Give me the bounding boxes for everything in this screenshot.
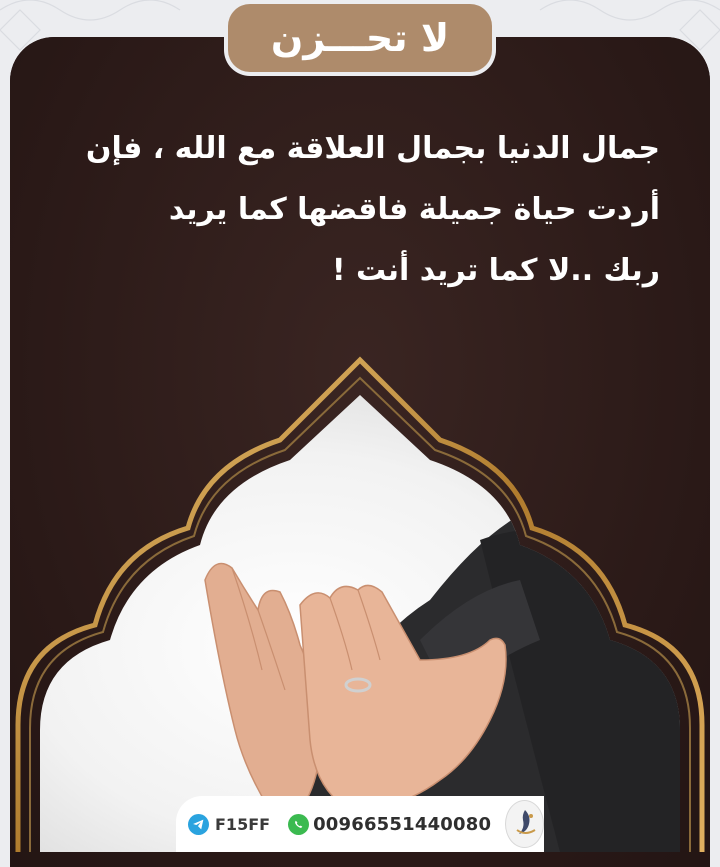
title-badge [228, 4, 492, 72]
telegram-icon [188, 814, 209, 835]
quote-line-3: ربك ..لا كما تريد أنت ! [331, 253, 660, 288]
quote-line-1: جمال الدنيا بجمال العلاقة مع الله ، فإن [85, 131, 660, 166]
logo-icon [507, 806, 543, 842]
phone-number: 00966551440080 [313, 813, 492, 835]
whatsapp-contact[interactable] [288, 814, 491, 835]
quote-text [60, 118, 660, 301]
title-text: لا تحـــزن [270, 16, 450, 60]
brand-logo [505, 800, 544, 848]
quote-line-2: أردت حياة جميلة فاقضها كما يريد [168, 192, 660, 227]
telegram-contact[interactable] [188, 814, 270, 835]
telegram-handle: F15FF [215, 814, 271, 834]
whatsapp-icon [288, 814, 309, 835]
contact-bar [176, 796, 544, 852]
arch-frame [0, 340, 720, 852]
